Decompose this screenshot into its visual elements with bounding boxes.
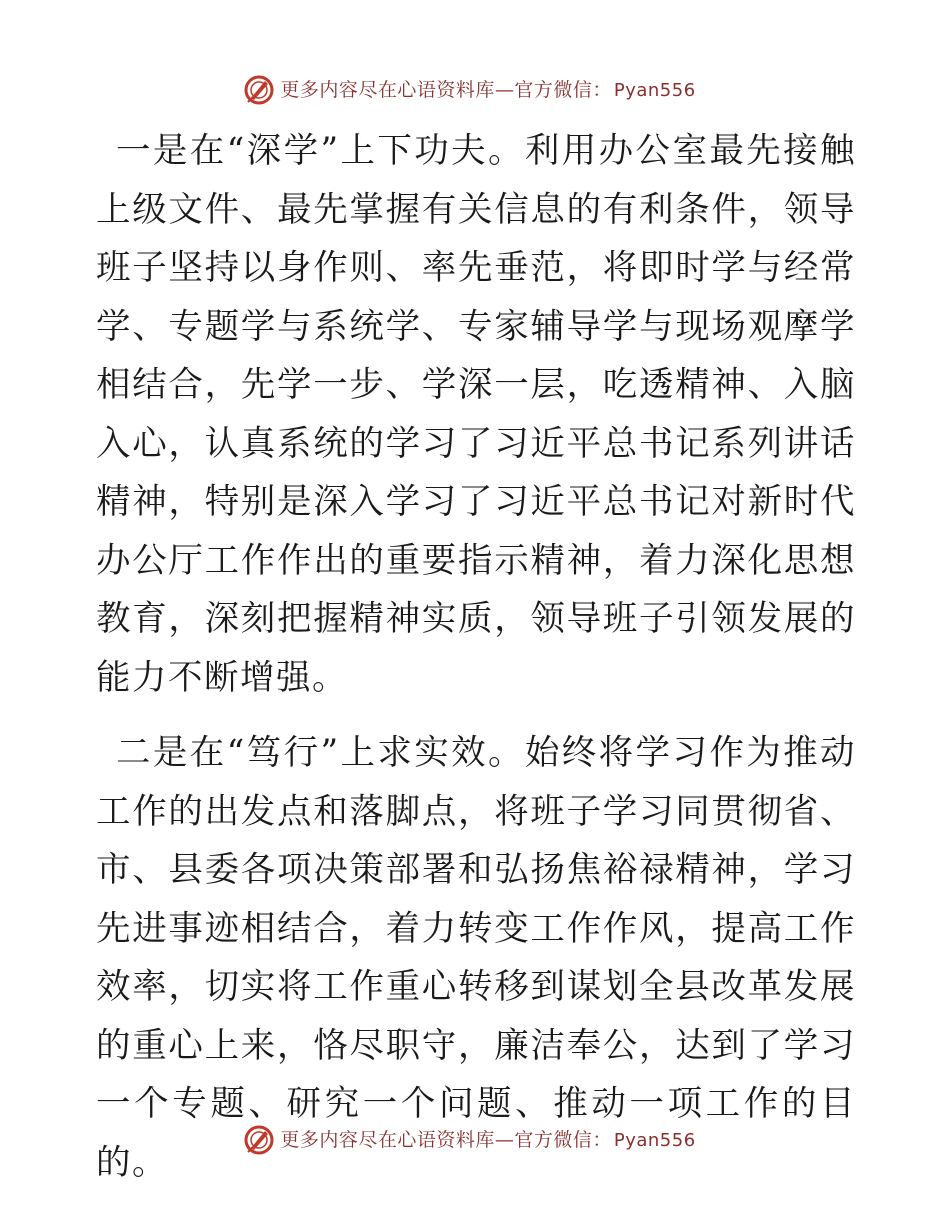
document-body — [96, 122, 856, 1192]
red-seal-logo-icon — [242, 73, 276, 107]
footer-dash: — — [494, 1128, 515, 1151]
footer-wechat-id: Pyan556 — [613, 1129, 696, 1151]
header-promo-text: 更多内容尽在心语资料库 — [280, 78, 495, 101]
red-seal-logo-icon — [242, 1123, 276, 1157]
footer-banner-text — [280, 1128, 696, 1151]
footer-banner — [0, 1120, 950, 1160]
footer-promo-text: 更多内容尽在心语资料库 — [280, 1128, 495, 1151]
header-dash: — — [494, 78, 515, 101]
paragraph-1-text: 一是在“深学”上下功夫。利用办公室最先接触上级文件、最先掌握有关信息的有利条件，领导班子坚持以身作则、率先垂范，将即时学与经常学、专题学与系统学、专家辅导学与现场观摩学相结合，先学一步、学深一层，吃透精神、入脑入心，认真系统的学习了习近平总书记系列讲话精神，特别是深入学习了习近平总书记对新时代办公厅工作作出的重要指示精神，着力深化思想教育，深刻把握精神实质，领导班子引领发展的能力不断增强。 — [96, 131, 856, 698]
footer-banner-inner — [242, 1123, 695, 1157]
header-wechat-id: Pyan556 — [613, 79, 696, 101]
header-banner-inner — [242, 73, 695, 107]
header-banner-text — [280, 78, 696, 101]
footer-wechat-label: 官方微信： — [514, 1128, 612, 1151]
paragraph-1 — [96, 122, 856, 707]
header-wechat-label: 官方微信： — [514, 78, 612, 101]
header-banner — [0, 70, 950, 110]
paragraph-2-text: 二是在“笃行”上求实效。始终将学习作为推动工作的出发点和落脚点，将班子学习同贯彻省、市、县委各项决策部署和弘扬焦裕禄精神，学习先进事迹相结合，着力转变工作作风，提高工作效率，切实将工作重心转移到谋划全县改革发展的重心上来，恪尽职守，廉洁奉公，达到了学习一个专题、研究一个问题、推动一项工作的目的。 — [96, 733, 856, 1183]
